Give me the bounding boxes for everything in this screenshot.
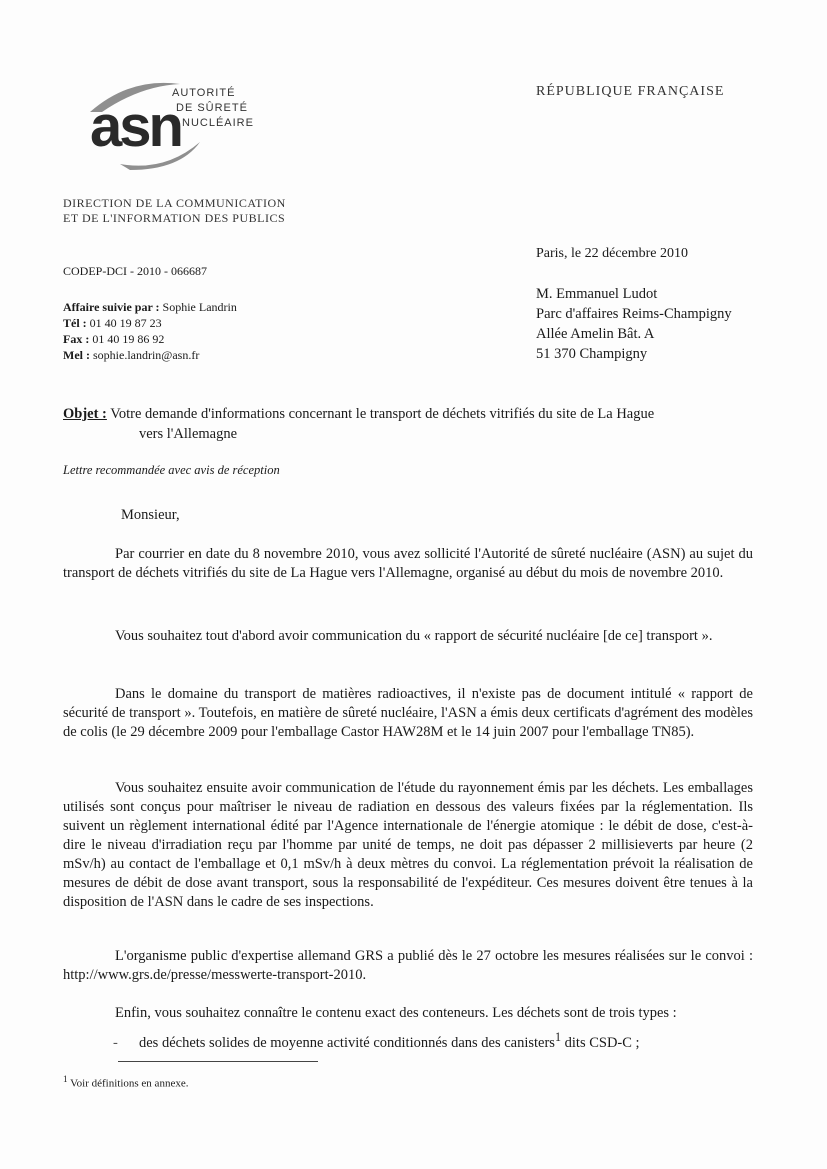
recipient-line-3: Allée Amelin Bât. A	[536, 326, 655, 342]
paragraph-6: Enfin, vous souhaitez connaître le contenu exact des conteneurs. Les déchets sont de trois types :	[115, 1005, 677, 1021]
contact-tel: Tél : 01 40 19 87 23	[63, 316, 162, 330]
list-item: - des déchets solides de moyenne activité conditionnés dans des canisters$^1$ dits CSD-C ;	[113, 1030, 640, 1051]
paragraph-5: L'organisme public d'expertise allemand GRS a publié dès le 27 octobre les mesures réalisées sur le convoi : http://www.grs.de/presse/messwerte-transport-2010.	[63, 948, 753, 983]
direction-line-2: ET DE L'INFORMATION DES PUBLICS	[63, 211, 286, 225]
paragraph-2: Vous souhaitez tout d'abord avoir communication du « rapport de sécurité nucléaire [de ce] transport ».	[115, 628, 713, 644]
recipient-line-4: 51 370 Champigny	[536, 346, 648, 362]
footnote: $^1$ Voir définitions en annexe.	[63, 1074, 189, 1090]
direction-block	[63, 196, 286, 226]
contact-fax: Fax : 01 40 19 86 92	[63, 332, 165, 346]
direction-line-1: DIRECTION DE LA COMMUNICATION	[63, 196, 286, 210]
logo-line-1: AUTORITÉ	[172, 87, 236, 99]
logo-line-2: DE SÛRETÉ	[176, 102, 248, 114]
paragraph-1: Par courrier en date du 8 novembre 2010, vous avez sollicité l'Autorité de sûreté nucléaire (ASN) au sujet du transport de déchets vitrifiés du site de La Hague vers l'Allemagne, organisé au début du mois de novembre 2010.	[63, 546, 753, 581]
subject-line-2: vers l'Allemagne	[139, 426, 238, 442]
contact-mel: Mel : sophie.landrin@asn.fr	[63, 348, 200, 362]
asn-logo-caption	[172, 86, 254, 131]
recipient-line-1: M. Emmanuel Ludot	[536, 286, 658, 302]
greeting: Monsieur,	[121, 507, 180, 523]
footnote-separator	[118, 1061, 318, 1062]
paragraph-3: Dans le domaine du transport de matières radioactives, il n'existe pas de document intitulé « rapport de sécurité de transport ». Toutefois, en matière de sûreté nucléaire, l'ASN a émis deux certificats d'agrément des modèles de colis (le 29 décembre 2009 pour l'emballage Castor HAW28M et le 14 juin 2007 pour l'emballage TN85).	[63, 686, 753, 740]
republic-header: RÉPUBLIQUE FRANÇAISE	[536, 84, 725, 99]
footnote-number: 1	[63, 1074, 68, 1084]
contact-affaire: Affaire suivie par : Sophie Landrin	[63, 300, 237, 314]
asn-logo-wordmark: asn	[90, 94, 181, 159]
footnote-ref: 1	[554, 1030, 562, 1044]
subject-line-1: Objet : Votre demande d'informations concernant le transport de déchets vitrifiés du site de La Hague	[63, 406, 655, 422]
contact-block	[63, 299, 237, 363]
delivery-mention: Lettre recommandée avec avis de réception	[63, 463, 280, 477]
reference-number: CODEP-DCI - 2010 - 066687	[63, 264, 207, 278]
paragraph-4: Vous souhaitez ensuite avoir communication de l'étude du rayonnement émis par les déchets. Les emballages utilisés sont conçus pour maîtriser le niveau de radiation en dessous des valeurs fixées par la réglementation. Ils suivent un règlement international édité par l'Agence internationale de l'énergie atomique : le débit de dose, c'est-à-dire le niveau d'irradiation reçu par l'homme par unité de temps, ne doit pas dépasser 2 millisieverts par heure (2 mSv/h) au contact de l'emballage et 0,1 mSv/h à deux mètres du convoi. La réglementation prévoit la réalisation de mesures de débit de dose avant transport, sous la responsabilité de l'expéditeur. Ces mesures doivent être tenues à la disposition de l'ASN dans le cadre de ses inspections.	[63, 780, 753, 910]
subject-block	[63, 404, 763, 444]
bullet-dash: -	[113, 1034, 118, 1051]
recipient-address	[536, 284, 732, 364]
recipient-line-2: Parc d'affaires Reims-Champigny	[536, 306, 732, 322]
letter-date: Paris, le 22 décembre 2010	[536, 246, 689, 261]
logo-line-3: NUCLÉAIRE	[182, 117, 254, 129]
subject-label: Objet :	[63, 406, 107, 422]
